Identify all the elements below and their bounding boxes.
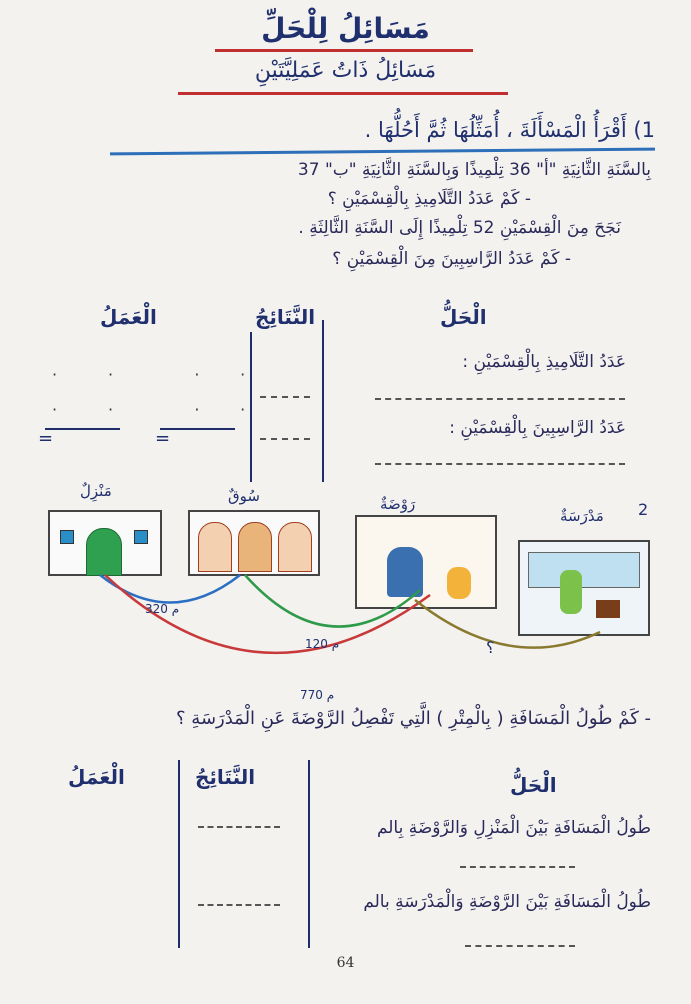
place-label-kindergarten: رَوْضَةٌ: [380, 495, 416, 513]
work-header: الْعَمَلُ: [68, 765, 125, 789]
window-icon: [134, 530, 148, 544]
work-header: الْعَمَلُ: [100, 305, 157, 329]
work-line: [160, 428, 235, 430]
answer-blank[interactable]: [260, 438, 310, 440]
solution-label: طُولُ الْمَسَافَةِ بَيْنَ الْمَنْزِلِ وَالرَّوْضَةِ بِالم: [376, 818, 651, 838]
solution-blank[interactable]: [460, 866, 575, 868]
arc-kindergarten-school: [415, 600, 600, 648]
place-label-house: مَنْزِلٌ: [80, 482, 112, 500]
problem-line: - كَمْ عَدَدُ الرَّاسِبِينَ مِنَ الْقِسْمَيْنِ ؟: [332, 249, 571, 269]
q1-number: 1): [633, 118, 655, 142]
equals-sign: =: [155, 428, 171, 449]
work-line: [45, 428, 120, 430]
solution-blank[interactable]: [375, 398, 625, 400]
page-title: مَسَائِلُ لِلْحَلِّ: [261, 12, 430, 45]
subtitle-underline: [178, 92, 508, 95]
work-dots: · · · ·: [52, 365, 246, 384]
place-label-market: سُوقٌ: [228, 487, 260, 505]
solution-blank[interactable]: [375, 463, 625, 465]
title-underline: [215, 49, 473, 52]
instruction-underline: [110, 148, 655, 156]
problem-line: - كَمْ عَدَدُ التَّلَامِيذِ بِالْقِسْمَيْنِ ؟: [327, 189, 531, 209]
page-subtitle: مَسَائِلُ ذَاتُ عَمَلِيَّتَيْنِ: [254, 58, 437, 83]
page-number: 64: [336, 955, 355, 971]
place-label-school: مَدْرَسَةٌ: [560, 507, 604, 525]
distance-market-kindergarten: 120 م: [305, 637, 340, 651]
q2-question: - كَمْ طُولُ الْمَسَافَةِ ( بِالْمِتْرِ ) الَّتِي تَفْصِلُ الرَّوْضَةَ عَنِ الْمَدْرَسَةِ ؟: [176, 708, 651, 729]
distance-house-kindergarten: 770 م: [300, 688, 335, 702]
results-header: النَّتَائِجُ: [255, 305, 316, 329]
window-icon: [60, 530, 74, 544]
solution-label: عَدَدُ الرَّاسِبِينَ بِالْقِسْمَيْنِ :: [449, 418, 626, 438]
solution-header: الْحَلُّ: [440, 305, 487, 329]
work-dots: · · · ·: [52, 400, 246, 419]
solution-header: الْحَلُّ: [510, 773, 557, 797]
column-divider: [250, 332, 252, 482]
problem-line: نَجَحَ مِنَ الْقِسْمَيْنِ 52 تِلْمِيذًا إِلَى السَّنَةِ الثَّالِثَةِ .: [298, 218, 621, 238]
solution-label: طُولُ الْمَسَافَةِ بَيْنَ الرَّوْضَةِ وَالْمَدْرَسَةِ بالم: [363, 892, 651, 912]
distance-house-market: 320 م: [145, 602, 180, 616]
q1-instruction: [365, 118, 655, 142]
solution-blank[interactable]: [465, 945, 575, 947]
distance-arcs: [80, 560, 640, 700]
q2-number: 2: [638, 500, 649, 519]
column-divider: [178, 760, 180, 948]
problem-line: بِالسَّنَةِ الثَّانِيَةِ "أ" 36 تِلْمِيذًا وَبِالسَّنَةِ الثَّانِيَةِ "ب" 37: [297, 160, 651, 180]
answer-blank[interactable]: [198, 826, 280, 828]
equals-sign: =: [38, 428, 54, 449]
answer-blank[interactable]: [260, 396, 310, 398]
solution-label: عَدَدُ التَّلَامِيذِ بِالْقِسْمَيْنِ :: [462, 352, 626, 372]
q1-instruction-text: أَقْرَأُ الْمَسْأَلَةَ ، أُمَثِّلُهَا ثُمَّ أَحُلُّهَا .: [364, 118, 627, 142]
column-divider: [308, 760, 310, 948]
unknown-distance: ؟: [486, 638, 495, 657]
answer-blank[interactable]: [198, 904, 280, 906]
results-header: النَّتَائِجُ: [195, 765, 256, 789]
column-divider: [322, 320, 324, 482]
